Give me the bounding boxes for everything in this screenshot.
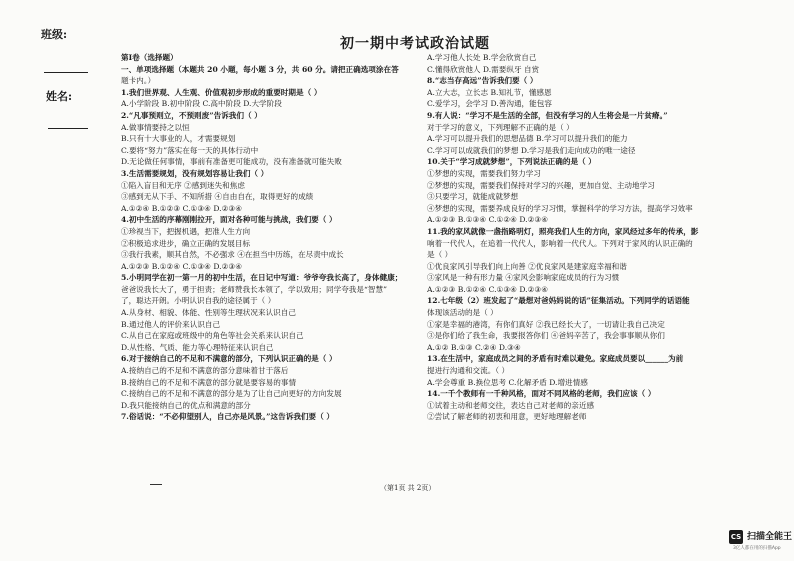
right-column-line: A.学会尊重 B.换位思考 C.化解矛盾 D.增进情感 [427, 377, 588, 387]
left-column-line: A.①②③ B.①②④ C.①③④ D.②③④ [121, 261, 243, 271]
left-column-line: 一、单项选择题（本题共 20 小题，每小题 3 分，共 60 分。请把正确选项涂在答 [121, 64, 399, 74]
right-column-line: 14.一千个教师有一千种风格，面对不同风格的老师，我们应该（ ） [427, 389, 656, 399]
left-column-line: C.从自己在家庭或班级中的角色等社会关系来认识自己 [121, 331, 304, 341]
watermark-app-name: 扫描全能王 [747, 532, 793, 542]
page-footer: （第1页 共 2页） [380, 484, 436, 492]
left-column-line: D.我只能接纳自己的优点和满意的部分 [121, 400, 251, 410]
left-column-line: D.无论做任何事情，事前有准备更可能成功，没有准备就可能失败 [121, 157, 342, 167]
footer-dash [150, 484, 162, 485]
left-column-line: ③我行我素，顺其自然，不必强求 ④在担当中历练，在尽责中成长 [121, 250, 344, 260]
right-column-line: A.①②③ B.①②④ C.①③④ D.②③④ [427, 284, 549, 294]
left-column-line: 题卡内。） [121, 76, 156, 86]
left-column-line: A.小学阶段 B.初中阶段 C.高中阶段 D.大学阶段 [121, 99, 282, 109]
right-column-line: 8.“志当存高远”告诉我们要（ ） [427, 76, 538, 86]
left-column-line: 1.我们世界观、人生观、价值观初步形成的重要时期是（ ） [121, 87, 322, 97]
left-column-line: 5.小明同学在初一第一月的初中生活，在日记中写道：爷爷夸我长高了，身体健康； [121, 273, 403, 283]
right-column-line: ①梦想的实现，需要我们努力学习 [427, 168, 541, 178]
right-column-line: 是（ ） [427, 250, 453, 260]
left-column-line: A.从身材、相貌、体能、性别等生理状况来认识自己 [121, 308, 296, 318]
name-blank-line [48, 128, 88, 129]
right-column-line: 9.有人说：“学习不是生活的全部，但没有学习的人生将会是一片贫瘠。” [427, 110, 668, 120]
right-column-line: ②梦想的实现，需要我们保持对学习的兴趣，更加自觉、主动地学习 [427, 180, 655, 190]
left-column-line: 第Ⅰ卷（选择题） [121, 53, 178, 62]
left-column-line: 6.对于接纳自己的不足和不满意的部分，下列认识正确的是（ ） [121, 354, 337, 364]
right-column-line: 提进行沟通和交流。（ ） [427, 366, 510, 376]
right-column-line: ①试着主动和老师交往，表达自己对老师的亲近感 [427, 400, 595, 410]
left-column-line: C.要将“努力”落实在每一天的具体行动中 [121, 145, 259, 155]
right-column-line: ③家风是一种有形力量 ④家风会影响家庭成员的行为习惯 [427, 273, 620, 283]
left-column-line: B.通过他人的评价来认识自己 [121, 319, 221, 329]
left-column-line: C.接纳自己的不足和不满意的部分是为了让自己向更好的方向发展 [121, 389, 342, 399]
right-column-line: C.懂得欣赏他人 D.需要纵牙 自赏 [427, 64, 540, 74]
right-column-line: ①优良家风引导我们向上向善 ②优良家风是建家庭幸福和谐 [427, 261, 627, 271]
right-column-line: A.①②③ B.①③④ C.①②④ D.②③④ [427, 215, 549, 225]
right-column-line: 体现该活动的是（ ） [427, 308, 498, 318]
left-column-line: ①陷入盲目和无序 ②感到迷失和焦虑 [121, 180, 245, 190]
left-column-line: A.做事情要持之以恒 [121, 122, 190, 132]
page-title: 初一期中考试政治试题 [340, 36, 490, 52]
right-column-line: A.学习可以提升我们的思想品德 B.学习可以提升我们的能力 [427, 134, 628, 144]
right-column-line: 响着一代代人，在追着一代代人，影响着一代代人。下列对于家风的认识正确的 [427, 238, 693, 248]
right-column-line: C.爱学习，会学习 D.善沟通，能包容 [427, 99, 552, 109]
right-column-line: ②尝试了解老师的初衷和用意，更好地理解老师 [427, 412, 587, 422]
class-blank-line [44, 72, 88, 73]
right-column-line: 12.七年级（2）班发起了“最想对爸妈妈说的话”征集活动。下列同学的话语能 [427, 296, 690, 306]
left-column-line: 7.俗话说：“不必仰望别人，自己亦是风景。”这告诉我们要（ ） [121, 412, 334, 422]
camscanner-logo-icon: CS [729, 530, 743, 544]
right-column-line: A.①② B.①③ C.②④ D.③④ [427, 342, 521, 352]
left-column-line: B.接纳自己的不足和不满意的部分就是要容易的事情 [121, 377, 297, 387]
right-column-line: 10.关于“学习成就梦想”，下列说法正确的是（ ） [427, 157, 596, 167]
left-column-line: 了，聪达开朗。小明认识自我的途径属于（ ） [121, 296, 276, 306]
right-column-line: ③是你们给了我生命，我要报答你们 ④爸妈辛苦了，我会事事顺从你们 [427, 331, 665, 341]
right-column-line: ①家是幸福的港湾，有你们真好 ②我已经长大了，一切请让我自己决定 [427, 319, 665, 329]
class-label: 班级: [41, 28, 68, 41]
right-column-line: ③只要学习，就能成就梦想 [427, 192, 519, 202]
left-column-line: D.从性格、气质、能力等心理特征来认识自己 [121, 342, 274, 352]
left-column-line: 3.生活需要规划，没有规划容易让我们（ ） [121, 168, 269, 178]
left-column-line: ①珍视当下，把握机遇，把准人生方向 [121, 226, 251, 236]
left-column-line: A.接纳自己的不足和不满意的部分意味着甘于落后 [121, 366, 289, 376]
left-column-line: A.①②④ B.①②③ C.①③④ D.②③④ [121, 203, 243, 213]
right-column-line: 13.在生活中，家庭成员之间的矛盾有时难以避免。家庭成员要以______为前 [427, 354, 684, 364]
left-column-line: B.只有十大事业的人，才需要规划 [121, 134, 236, 144]
left-column-line: 4.初中生活的序幕刚刚拉开，面对各种可能与挑战，我们要（ ） [121, 215, 337, 225]
right-column-line: C.学习可以成就我们的梦想 D.学习是我们走向成功的唯一途径 [427, 145, 636, 155]
right-column-line: A.学习他人长处 B.学会欣赏自己 [427, 53, 537, 62]
name-label: 姓名: [46, 90, 73, 103]
left-column [121, 52, 421, 423]
left-column-line: ②积极追求进步，确立正确的发展目标 [121, 238, 251, 248]
left-column-line: 爸爸说我长大了，勇于担责；老师赞我长本领了，学以致用；同学夸我是“智慧” [121, 284, 387, 294]
watermark-tagline: 3亿人都在用的扫描App [733, 546, 781, 551]
right-column-line: ④梦想的实现，需要养成良好的学习习惯，掌握科学的学习方法，提高学习效率 [427, 203, 693, 213]
left-column-line: ③感到无从下手、不知所措 ④自由自在，取得更好的成绩 [121, 192, 314, 202]
right-column-line: A.立大志，立长志 B.知礼节，懂感恩 [427, 87, 552, 97]
right-column-line: 对于学习的意义，下列理解不正确的是（ ） [427, 122, 574, 132]
right-column-line: 11.我的家风就像一盏指路明灯，照亮我们人生的方向，家风经过多年的传承，影 [427, 226, 699, 236]
right-column [427, 52, 727, 423]
left-column-line: 2.“凡事预则立，不预则废”告诉我们（ ） [121, 110, 262, 120]
